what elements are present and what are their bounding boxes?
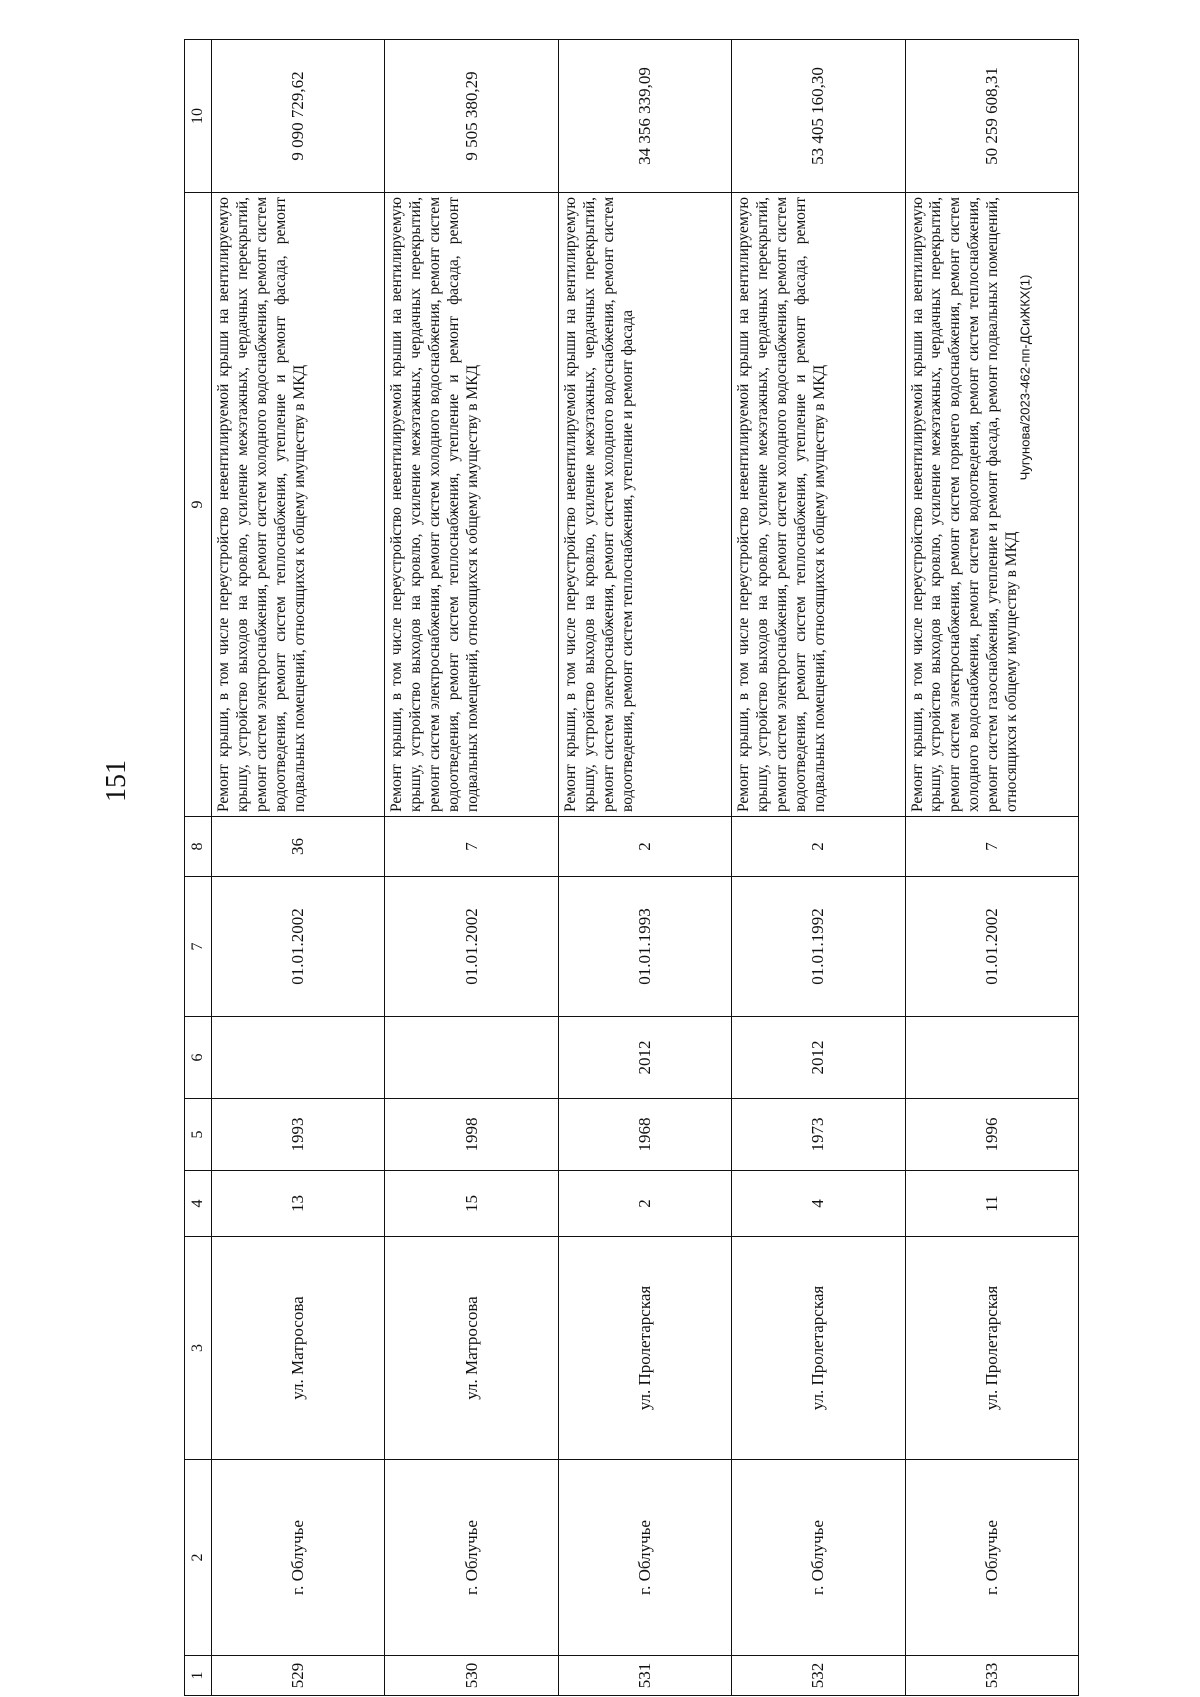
table-container xyxy=(184,40,1079,1696)
house-cell: 11 xyxy=(905,1171,1078,1237)
works-description-cell: Ремонт крыши, в том числе переустройство невентилируемой крыши на вентилируемую крышу, устройство выходов на кровлю, усиление межэтажных, чердачных перекрытий, ремонт систем электроснабжения, ремонт систем горячего водоснабжения, ремонт систем холодного водоснабжения, ремонт систем водоотведения, ремонт систем теплоснабжения, ремонт систем газоснабжения, утепление и ремонт фасада, ремонт подвальных помещений, относящихся к общему имуществу в МКД xyxy=(905,193,1078,817)
street-cell: ул. Матросова xyxy=(385,1237,558,1460)
row-number: 531 xyxy=(558,1656,731,1696)
floors-cell: 2 xyxy=(732,817,905,877)
city-cell: г. Облучье xyxy=(385,1460,558,1656)
header-cell: 6 xyxy=(185,1017,212,1099)
header-cell: 1 xyxy=(185,1656,212,1696)
city-cell: г. Облучье xyxy=(558,1460,731,1656)
year-built-cell: 1973 xyxy=(732,1099,905,1171)
cost-cell: 50 259 608,31 xyxy=(905,40,1078,193)
year-built-cell: 1993 xyxy=(212,1099,385,1171)
street-cell: ул. Пролетарская xyxy=(732,1237,905,1460)
date-cell: 01.01.1993 xyxy=(558,877,731,1017)
works-description-cell: Ремонт крыши, в том числе переустройство невентилируемой крыши на вентилируемую крышу, устройство выходов на кровлю, усиление межэтажных, чердачных перекрытий, ремонт систем электроснабжения, ремонт систем холодного водоснабжения, ремонт систем водоотведения, ремонт систем теплоснабжения, утепление и ремонт фасада xyxy=(558,193,731,817)
table-row xyxy=(558,40,731,1696)
row-number: 529 xyxy=(212,1656,385,1696)
house-cell: 2 xyxy=(558,1171,731,1237)
table-row xyxy=(212,40,385,1696)
works-description-cell: Ремонт крыши, в том числе переустройство невентилируемой крыши на вентилируемую крышу, устройство выходов на кровлю, усиление межэтажных, чердачных перекрытий, ремонт систем электроснабжения, ремонт систем холодного водоснабжения, ремонт систем водоотведения, ремонт систем теплоснабжения, утепление и ремонт фасада, ремонт подвальных помещений, относящихся к общему имуществу в МКД xyxy=(385,193,558,817)
house-cell: 4 xyxy=(732,1171,905,1237)
header-cell: 7 xyxy=(185,877,212,1017)
floors-cell: 7 xyxy=(905,817,1078,877)
cost-cell: 9 505 380,29 xyxy=(385,40,558,193)
street-cell: ул. Пролетарская xyxy=(558,1237,731,1460)
works-description-cell: Ремонт крыши, в том числе переустройство невентилируемой крыши на вентилируемую крышу, устройство выходов на кровлю, усиление межэтажных, чердачных перекрытий, ремонт систем электроснабжения, ремонт систем холодного водоснабжения, ремонт систем водоотведения, ремонт систем теплоснабжения, утепление и ремонт фасада, ремонт подвальных помещений, относящихся к общему имуществу в МКД xyxy=(212,193,385,817)
header-cell: 2 xyxy=(185,1460,212,1656)
floors-cell: 36 xyxy=(212,817,385,877)
date-cell: 01.01.2002 xyxy=(385,877,558,1017)
header-cell: 8 xyxy=(185,817,212,877)
year-built-cell: 1998 xyxy=(385,1099,558,1171)
header-row xyxy=(185,40,212,1696)
street-cell: ул. Матросова xyxy=(212,1237,385,1460)
table-row xyxy=(385,40,558,1696)
cost-cell: 9 090 729,62 xyxy=(212,40,385,193)
house-cell: 15 xyxy=(385,1171,558,1237)
city-cell: г. Облучье xyxy=(732,1460,905,1656)
table-row xyxy=(905,40,1078,1696)
works-description-cell: Ремонт крыши, в том числе переустройство невентилируемой крыши на вентилируемую крышу, устройство выходов на кровлю, усиление межэтажных, чердачных перекрытий, ремонт систем электроснабжения, ремонт систем холодного водоснабжения, ремонт систем водоотведения, ремонт систем теплоснабжения, утепление и ремонт фасада, ремонт подвальных помещений, относящихся к общему имуществу в МКД xyxy=(732,193,905,817)
cost-cell: 34 356 339,09 xyxy=(558,40,731,193)
date-cell: 01.01.1992 xyxy=(732,877,905,1017)
street-cell: ул. Пролетарская xyxy=(905,1237,1078,1460)
cost-cell: 53 405 160,30 xyxy=(732,40,905,193)
header-cell: 9 xyxy=(185,193,212,817)
repair-program-table xyxy=(184,39,1079,1696)
floors-cell: 2 xyxy=(558,817,731,877)
header-cell: 5 xyxy=(185,1099,212,1171)
document-code: Чугунова/2023-462-пп-ДСиЖКХ(1) xyxy=(1017,274,1033,481)
city-cell: г. Облучье xyxy=(212,1460,385,1656)
header-cell: 10 xyxy=(185,40,212,193)
city-cell: г. Облучье xyxy=(905,1460,1078,1656)
year-repair-cell xyxy=(905,1017,1078,1099)
row-number: 530 xyxy=(385,1656,558,1696)
page-number: 151 xyxy=(101,760,132,802)
house-cell: 13 xyxy=(212,1171,385,1237)
floors-cell: 7 xyxy=(385,817,558,877)
header-cell: 3 xyxy=(185,1237,212,1460)
date-cell: 01.01.2002 xyxy=(905,877,1078,1017)
year-repair-cell xyxy=(212,1017,385,1099)
year-repair-cell: 2012 xyxy=(732,1017,905,1099)
date-cell: 01.01.2002 xyxy=(212,877,385,1017)
row-number: 533 xyxy=(905,1656,1078,1696)
year-repair-cell: 2012 xyxy=(558,1017,731,1099)
row-number: 532 xyxy=(732,1656,905,1696)
table-row xyxy=(732,40,905,1696)
year-built-cell: 1968 xyxy=(558,1099,731,1171)
year-built-cell: 1996 xyxy=(905,1099,1078,1171)
year-repair-cell xyxy=(385,1017,558,1099)
header-cell: 4 xyxy=(185,1171,212,1237)
